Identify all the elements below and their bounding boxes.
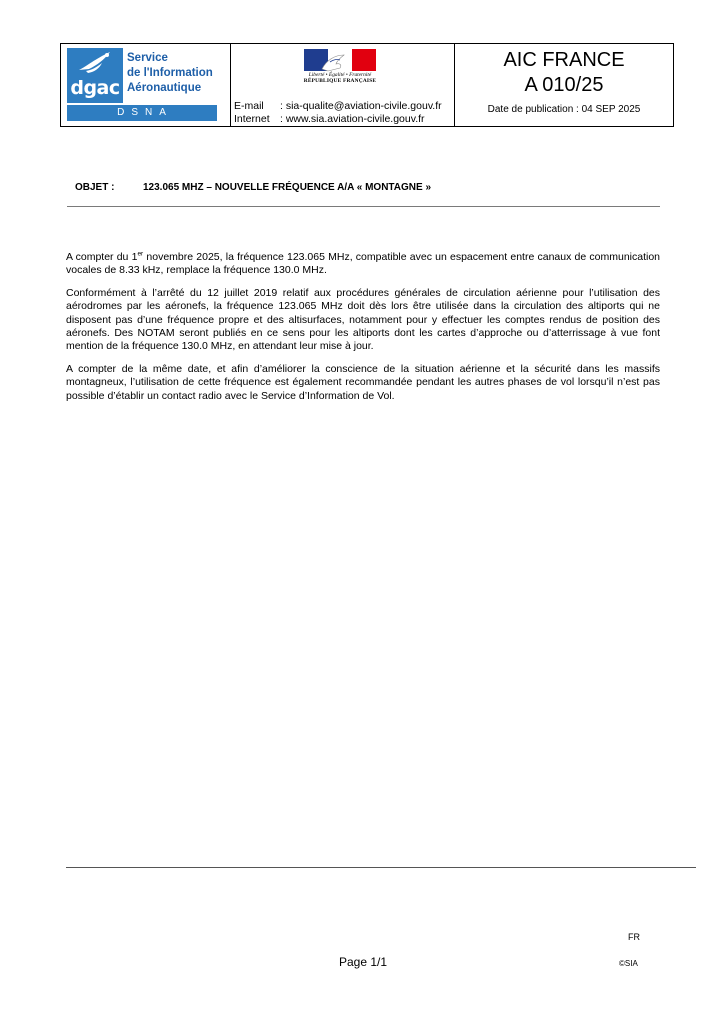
copyright-notice: ©SIA (619, 959, 638, 968)
email-line (234, 100, 442, 113)
dgac-logo-cell (61, 44, 231, 126)
page-number: Page 1/1 (339, 955, 388, 969)
paragraph-1 (66, 251, 660, 278)
email-link[interactable]: : sia-qualite@aviation-civile.gouv.fr (280, 100, 442, 112)
marianne-logo (304, 49, 376, 93)
ordinal-superscript: er (137, 250, 144, 258)
service-line-1: Service (127, 52, 168, 64)
republic-name: RÉPUBLIQUE FRANÇAISE (303, 78, 377, 84)
internet-label: Internet (234, 113, 270, 125)
aic-title (455, 48, 673, 98)
dsna-label: DSNA (67, 105, 217, 121)
bird-icon (77, 50, 113, 76)
dgac-wordmark: dgac (70, 77, 120, 99)
aic-title-line-1: AIC FRANCE (503, 49, 625, 71)
paragraph-1-rest: novembre 2025, la fréquence 123.065 MHz, compatible avec un espacement entre canaux de communication vocales de 8.33 kHz, remplace la fréquence 130.0 MHz. (66, 251, 661, 277)
internet-line (234, 113, 442, 126)
republic-motto: Liberté • Égalité • Fraternité (308, 72, 372, 78)
aic-cell (455, 44, 673, 126)
contact-info (234, 100, 442, 126)
document-header (60, 43, 674, 127)
email-label: E-mail (234, 100, 264, 112)
service-name (127, 51, 229, 96)
dgac-logo (67, 48, 123, 103)
subject-text: 123.065 MHZ – NOUVELLE FRÉQUENCE A/A « MONTAGNE » (143, 182, 432, 193)
subject-divider (67, 206, 660, 207)
contact-cell (231, 44, 455, 126)
paragraph-1-start: A compter du 1 (66, 251, 138, 263)
document-body (66, 251, 660, 412)
language-code: FR (628, 932, 640, 942)
paragraph-2: Conformément à l’arrêté du 12 juillet 2019 relatif aux procédures générales de circulation aérienne pour l’utilisation des aérodromes par les aéronefs, la fréquence 123.065 MHz doit dès lors être utilisée dans la circulation des altiports qui ne disposent pas d’une fréquence propre et des altisurfaces, notamment pour y effectuer les comptes rendus de position des aéronefs. Des NOTAM seront publiés en ce sens pour les altiports dont les cartes d’approche ou d’atterrissage à vue font mention de la fréquence 130.0 MHz, en attendant leur mise à jour. (66, 286, 660, 353)
subject-label: OBJET : (75, 182, 115, 193)
footer-divider (66, 867, 696, 868)
marianne-text (295, 72, 385, 84)
website-link[interactable]: : www.sia.aviation-civile.gouv.fr (280, 113, 425, 125)
service-line-2: de l'Information (127, 67, 213, 79)
subject-line (75, 182, 431, 193)
aic-number: A 010/25 (524, 74, 604, 96)
service-line-3: Aéronautique (127, 82, 202, 94)
paragraph-3: A compter de la même date, et afin d’améliorer la conscience de la situation aérienne et la sécurité dans les massifs montagneux, l’utilisation de cette fréquence est également recommandée pendant les autres phases de vol lorsqu’il n’est pas possible d’établir un contact radio avec le Service d’Information de Vol. (66, 362, 660, 402)
publication-date: Date de publication : 04 SEP 2025 (487, 104, 641, 115)
